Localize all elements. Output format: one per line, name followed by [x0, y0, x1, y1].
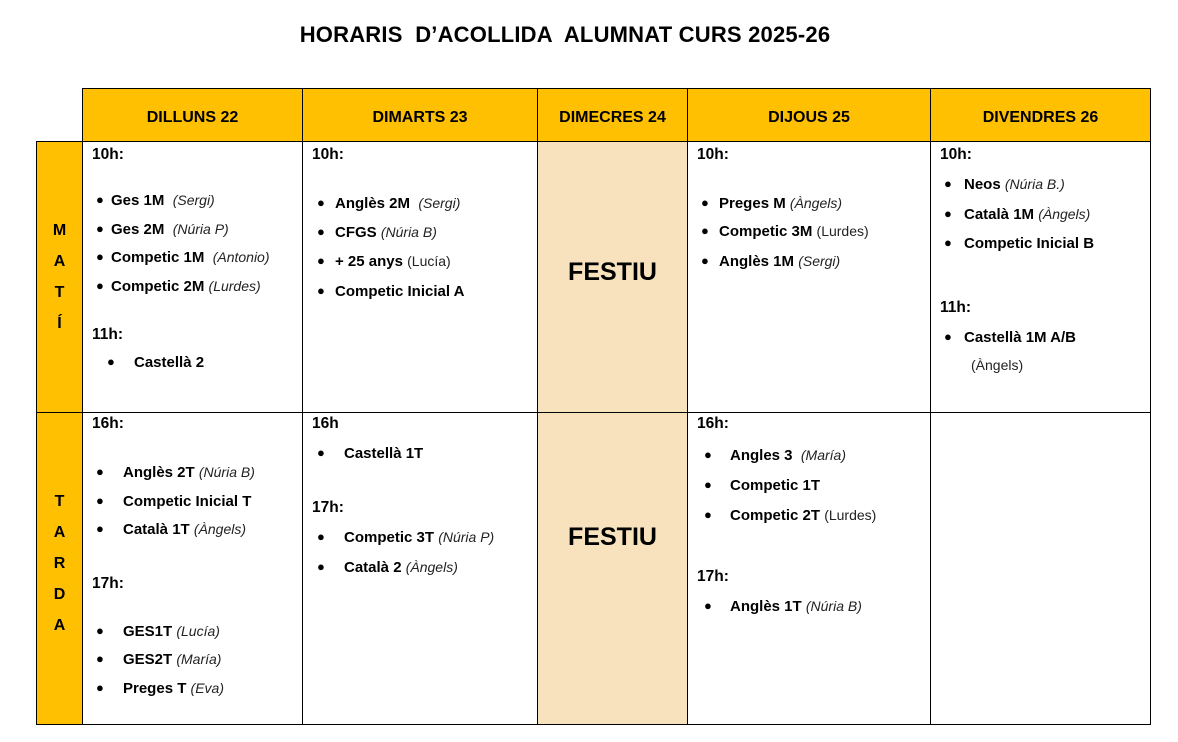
bullet-icon: ●	[701, 195, 709, 210]
list-item: ● Competic 3M (Lurdes)	[701, 223, 869, 240]
list-item: ● Angles 3 (María)	[704, 447, 846, 464]
header-dilluns: DILLUNS 22	[82, 88, 303, 142]
header-dimecres: DIMECRES 24	[537, 88, 688, 142]
list-item: ● Anglès 1M (Sergi)	[701, 253, 841, 270]
bullet-icon: ●	[317, 224, 325, 239]
bullet-icon: ●	[944, 206, 952, 221]
list-item: ● Competic Inicial T	[96, 493, 252, 510]
bullet-icon: ●	[317, 195, 325, 210]
cell-mati-dimarts	[302, 141, 538, 413]
period-mati-letter: M	[52, 222, 67, 239]
cell-mati-dimecres-festiu: FESTIU	[537, 141, 688, 413]
period-mati-letter: Í	[57, 315, 62, 332]
header-divendres: DIVENDRES 26	[930, 88, 1151, 142]
page-title: HORARIS D’ACOLLIDA ALUMNAT CURS 2025-26	[299, 22, 831, 47]
time-slot: 16h:	[697, 415, 729, 432]
list-item: ● Català 1M (Àngels)	[944, 206, 1091, 223]
period-tarda-letter: A	[53, 524, 66, 541]
bullet-icon: ●	[96, 623, 104, 638]
cell-mati-dijous	[687, 141, 931, 413]
time-slot: 11h:	[92, 326, 124, 343]
bullet-icon: ●	[944, 235, 952, 250]
list-item: ● Competic 2T (Lurdes)	[704, 507, 877, 524]
bullet-icon: ●	[704, 598, 712, 613]
cell-mati-dilluns	[82, 141, 303, 413]
bullet-icon: ●	[704, 447, 712, 462]
time-slot: 16h	[312, 415, 339, 432]
period-tarda-letter: A	[53, 617, 66, 634]
time-slot: 17h:	[697, 568, 729, 585]
time-slot: 10h:	[697, 146, 729, 163]
bullet-icon: ●	[96, 249, 104, 264]
bullet-icon: ●	[96, 651, 104, 666]
list-item: ● Català 1T (Àngels)	[96, 521, 247, 538]
time-slot: 17h:	[312, 499, 344, 516]
cell-tarda-dijous	[687, 412, 931, 725]
bullet-icon: ●	[944, 329, 952, 344]
cell-tarda-dilluns	[82, 412, 303, 725]
list-item: ● Ges 2M (Núria P)	[96, 221, 229, 238]
list-item: ● Competic 3T (Núria P)	[317, 529, 495, 546]
list-item: ● Anglès 1T (Núria B)	[704, 598, 862, 615]
bullet-icon: ●	[96, 278, 104, 293]
bullet-icon: ●	[107, 354, 115, 369]
time-slot: 10h:	[940, 146, 972, 163]
list-item: ● Castellà 2	[107, 354, 205, 371]
list-item: ● Neos (Núria B.)	[944, 176, 1065, 193]
bullet-icon: ●	[96, 221, 104, 236]
period-mati-letter: A	[53, 253, 66, 270]
period-mati-letter: T	[54, 284, 65, 301]
list-item: ● GES2T (María)	[96, 651, 222, 668]
period-mati-label	[36, 141, 83, 413]
bullet-icon: ●	[317, 559, 325, 574]
bullet-icon: ●	[704, 477, 712, 492]
list-item-note: (Àngels)	[971, 357, 1024, 373]
list-item: ● Competic Inicial B	[944, 235, 1095, 252]
period-tarda-letter: D	[53, 586, 66, 603]
time-slot: 17h:	[92, 575, 124, 592]
bullet-icon: ●	[96, 192, 104, 207]
time-slot: 11h:	[940, 299, 972, 316]
time-slot: 16h:	[92, 415, 124, 432]
bullet-icon: ●	[317, 445, 325, 460]
list-item: ● Anglès 2M (Sergi)	[317, 195, 461, 212]
list-item: ● Ges 1M (Sergi)	[96, 192, 215, 209]
bullet-icon: ●	[701, 223, 709, 238]
list-item: ● Competic 1M (Antonio)	[96, 249, 270, 266]
bullet-icon: ●	[96, 464, 104, 479]
list-item: ● Preges M (Àngels)	[701, 195, 843, 212]
list-item: ● + 25 anys (Lucía)	[317, 253, 451, 270]
bullet-icon: ●	[96, 680, 104, 695]
list-item: ● Competic 2M (Lurdes)	[96, 278, 261, 295]
header-dijous: DIJOUS 25	[687, 88, 931, 142]
time-slot: 10h:	[92, 146, 124, 163]
list-item: ● Castellà 1T	[317, 445, 424, 462]
bullet-icon: ●	[317, 253, 325, 268]
cell-tarda-divendres	[930, 412, 1151, 725]
cell-mati-divendres	[930, 141, 1151, 413]
cell-tarda-dimecres-festiu: FESTIU	[537, 412, 688, 725]
time-slot: 10h:	[312, 146, 344, 163]
bullet-icon: ●	[317, 529, 325, 544]
bullet-icon: ●	[96, 493, 104, 508]
list-item: ● Anglès 2T (Núria B)	[96, 464, 255, 481]
list-item: ● Competic Inicial A	[317, 283, 465, 300]
period-tarda-letter: T	[54, 493, 65, 510]
schedule-table	[36, 88, 1151, 725]
bullet-icon: ●	[96, 521, 104, 536]
list-item: ● Competic 1T	[704, 477, 821, 494]
header-dimarts: DIMARTS 23	[302, 88, 538, 142]
bullet-icon: ●	[317, 283, 325, 298]
list-item: ● CFGS (Núria B)	[317, 224, 437, 241]
list-item: ● Preges T (Eva)	[96, 680, 224, 697]
list-item: ● Català 2 (Àngels)	[317, 559, 458, 576]
list-item: ● GES1T (Lucía)	[96, 623, 220, 640]
bullet-icon: ●	[701, 253, 709, 268]
period-tarda-label	[36, 412, 83, 725]
list-item: ● Castellà 1M A/B	[944, 329, 1076, 346]
cell-tarda-dimarts	[302, 412, 538, 725]
bullet-icon: ●	[944, 176, 952, 191]
period-tarda-letter: R	[53, 555, 66, 572]
bullet-icon: ●	[704, 507, 712, 522]
